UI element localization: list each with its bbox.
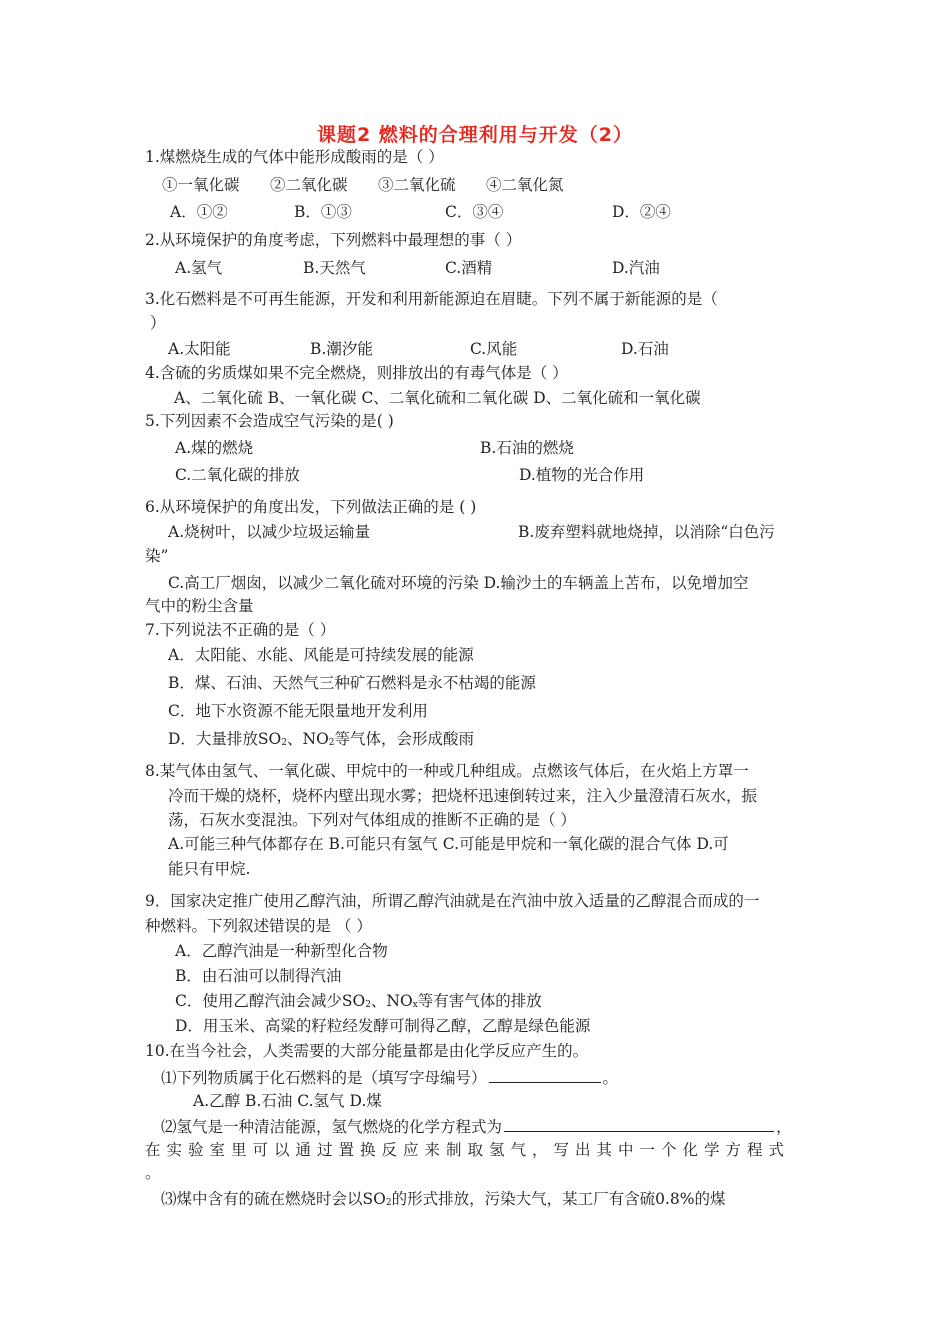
q5-option-c: C.二氧化碳的排放 [175,466,300,484]
q9-option-c: C．使用乙醇汽油会减少$SO_2$、$NO_x$等有害气体的排放 [175,992,542,1010]
q10-part-1-options: A.乙醇 B.石油 C.氢气 D.煤 [193,1092,382,1110]
q6-option-b: B.废弃塑料就地烧掉，以消除“白色污 [518,523,775,541]
q8-line-2: 冷而干燥的烧杯，烧杯内壁出现水雾；把烧杯迅速倒转过来，注入少量澄清石灰水，振 [168,787,758,805]
q6-option-cd: C.高工厂烟囱，以减少二氧化硫对环境的污染 D.输沙土的车辆盖上苫布，以免增加空 [168,574,749,592]
q1-option-d: D．②④ [612,203,671,221]
q4-options: A、二氧化硫 B、一氧化碳 C、二氧化硫和二氧化碳 D、二氧化硫和一氧化碳 [174,389,701,407]
q1-option-c: C．③④ [445,203,504,221]
q10-part-3: ⑶煤中含有的硫在燃烧时会以$SO_2$的形式排放，污染大气，某工厂有含硫0.8%的煤 [161,1190,726,1208]
page-title: 课题2 燃料的合理利用与开发（2） [316,124,634,146]
q1-item-1: ①一氧化碳 [162,176,240,194]
q10-part-2: ⑵氢气是一种清洁能源，氢气燃烧的化学方程式为 ， [161,1118,792,1136]
q5-option-b: B.石油的燃烧 [480,439,574,457]
q8-options: A.可能三种气体都存在 B.可能只有氢气 C.可能是甲烷和一氧化碳的混合气体 D.可 [168,835,729,853]
q3-option-b: B.潮汐能 [310,340,373,358]
q9-option-a: A．乙醇汽油是一种新型化合物 [175,942,388,960]
q8-line-3: 荡，石灰水变混浊。下列对气体组成的推断不正确的是（ ） [168,811,576,829]
q3-stem-cont: ） [150,314,166,332]
q10-part-2-blank[interactable] [504,1116,774,1132]
q9-option-b: B．由石油可以制得汽油 [175,967,342,985]
q7-option-d: D．大量排放$SO_2$、$NO_2$等气体，会形成酸雨 [168,730,475,748]
q3-option-a: A.太阳能 [168,340,231,358]
q2-stem: 2.从环境保护的角度考虑，下列燃料中最理想的事（ ） [145,231,522,249]
q5-option-d: D.植物的光合作用 [519,466,645,484]
q1-item-3: ③二氧化硫 [378,176,456,194]
q4-stem: 4.含硫的劣质煤如果不完全燃烧，则排放出的有毒气体是（ ） [145,364,568,382]
q1-option-a: A．①② [170,203,228,221]
q9-option-d: D．用玉米、高粱的籽粒经发酵可制得乙醇，乙醇是绿色能源 [175,1017,591,1035]
q3-option-c: C.风能 [470,340,518,358]
q2-option-c: C.酒精 [445,259,493,277]
q2-option-d: D.汽油 [612,259,660,277]
q7-option-c: C．地下水资源不能无限量地开发利用 [168,702,428,720]
q9-line-2: 种燃料。下列叙述错误的是 （ ） [145,917,372,935]
q10-part-1-blank[interactable] [489,1067,601,1083]
q7-stem: 7.下列说法不正确的是（ ） [145,621,336,639]
q10-part-1: ⑴下列物质属于化石燃料的是（填写字母编号） 。 [161,1069,619,1087]
q7-option-a: A．太阳能、水能、风能是可持续发展的能源 [168,646,474,664]
q1-item-2: ②二氧化碳 [270,176,348,194]
q2-option-b: B.天然气 [303,259,366,277]
q6-option-a: A.烧树叶，以减少垃圾运输量 [168,523,371,541]
q6-stem: 6.从环境保护的角度出发，下列做法正确的是 ( ) [145,498,477,516]
q6-option-b-cont: 染” [145,547,169,565]
q1-option-b: B．①③ [294,203,352,221]
q10-part-2-line-3: 。 [145,1164,161,1182]
q8-line-1: 8.某气体由氢气、一氧化碳、甲烷中的一种或几种组成。点燃该气体后，在火焰上方罩一 [145,762,749,780]
q6-option-d-cont: 气中的粉尘含量 [145,597,254,615]
q7-option-b: B．煤、石油、天然气三种矿石燃料是永不枯竭的能源 [168,674,536,692]
q9-line-1: 9．国家决定推广使用乙醇汽油，所谓乙醇汽油就是在汽油中放入适量的乙醇混合而成的一 [145,892,760,910]
q3-stem: 3.化石燃料是不可再生能源，开发和利用新能源迫在眉睫。下列不属于新能源的是（ [145,290,718,308]
q3-option-d: D.石油 [621,340,669,358]
q10-stem: 10.在当今社会，人类需要的大部分能量都是由化学反应产生的。 [145,1042,589,1060]
q8-options-cont: 能只有甲烷. [168,860,251,878]
q5-stem: 5.下列因素不会造成空气污染的是( ) [145,412,394,430]
q2-option-a: A.氢气 [175,259,223,277]
q5-option-a: A.煤的燃烧 [175,439,254,457]
q1-stem: 1.煤燃烧生成的气体中能形成酸雨的是（ ） [145,148,444,166]
q1-item-4: ④二氧化氮 [486,176,564,194]
q10-part-2-line-2: 在实验室里可以通过置换反应来制取氢气，写出其中一个化学方程式 [145,1141,791,1159]
